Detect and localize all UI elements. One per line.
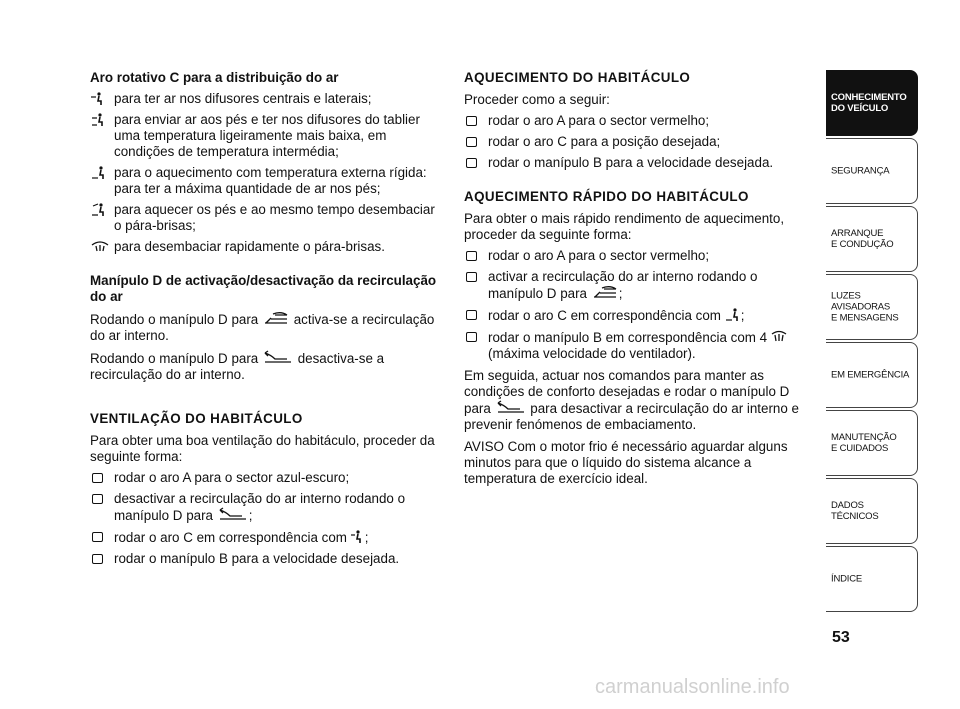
tab-arranque[interactable]: ARRANQUE E CONDUÇÃO bbox=[826, 206, 918, 272]
tab-emergencia[interactable]: EM EMERGÊNCIA bbox=[826, 342, 918, 408]
paragraph: Rodando o manípulo D para activa-se a recirculação do ar interno. bbox=[90, 312, 435, 343]
paragraph: Proceder como a seguir: bbox=[464, 92, 610, 107]
left-column bbox=[90, 70, 440, 567]
list-item: para aquecer os pés e ao mesmo tempo desembaciar o pára-brisas; bbox=[90, 202, 440, 234]
tab-manutencao[interactable]: MANUTENÇÃO E CUIDADOS bbox=[826, 410, 918, 476]
right-column bbox=[464, 70, 809, 487]
bullet-box bbox=[466, 251, 477, 261]
list-item: rodar o manípulo B para a velocidade desejada. bbox=[464, 155, 809, 171]
section-title-rapid-heating: AQUECIMENTO RÁPIDO DO HABITÁCULO bbox=[464, 189, 749, 204]
recirculation-on-icon bbox=[591, 285, 619, 301]
list-item: rodar o aro A para o sector vermelho; bbox=[464, 113, 809, 129]
paragraph: Para obter o mais rápido rendimento de aquecimento, proceder da seguinte forma: bbox=[464, 211, 785, 242]
tab-conhecimento[interactable]: CONHECIMENTO DO VEÍCULO bbox=[826, 70, 918, 136]
bullet-box bbox=[92, 532, 103, 542]
bullet-box bbox=[466, 137, 477, 147]
tab-luzes[interactable]: LUZES AVISADORAS E MENSAGENS bbox=[826, 274, 918, 340]
paragraph: Em seguida, actuar nos comandos para manter as condições de conforto desejadas e rodar o manípulo D para para desactivar a recirculação do ar interno e prevenir fenómenos de embaciamento. bbox=[464, 368, 799, 432]
bullet-box bbox=[466, 158, 477, 168]
feet-vent-icon bbox=[725, 307, 741, 323]
list-item: desactivar a recirculação do ar interno rodando o manípulo D para ; bbox=[90, 491, 440, 524]
list-item: para ter ar nos difusores centrais e laterais; bbox=[90, 91, 440, 107]
list-item: para desembaciar rapidamente o pára-brisas. bbox=[90, 239, 440, 255]
list-item: para o aquecimento com temperatura externa rígida: para ter a máxima quantidade de ar nos pés; bbox=[90, 165, 440, 197]
chapter-tabs bbox=[826, 70, 918, 614]
section-title-ventilation: VENTILAÇÃO DO HABITÁCULO bbox=[90, 411, 303, 426]
recirculation-off-icon bbox=[262, 350, 294, 366]
list-item: para enviar ar aos pés e ter nos difusores do tablier uma temperatura ligeiramente mais baixa, em condições de temperatura intermédia; bbox=[90, 112, 440, 160]
list-item: rodar o aro C para a posição desejada; bbox=[464, 134, 809, 150]
recirculation-on-icon bbox=[262, 311, 290, 327]
bullet-box bbox=[92, 494, 103, 504]
tab-indice[interactable]: ÍNDICE bbox=[826, 546, 918, 612]
recirculation-off-icon bbox=[495, 400, 527, 416]
list-item: rodar o aro C em correspondência com ; bbox=[90, 529, 440, 546]
tab-dados[interactable]: DADOS TÉCNICOS bbox=[826, 478, 918, 544]
list-item: activar a recirculação do ar interno rodando o manípulo D para ; bbox=[464, 269, 809, 302]
bullet-box bbox=[466, 116, 477, 126]
face-feet-vent-icon bbox=[90, 112, 110, 128]
bullet-box bbox=[466, 310, 477, 320]
bullet-box bbox=[92, 473, 103, 483]
recirculation-off-icon bbox=[217, 507, 249, 523]
warning-paragraph: AVISO Com o motor frio é necessário aguardar alguns minutos para que o líquido do sistema alcance a temperatura de exercício ideal. bbox=[464, 439, 788, 486]
feet-defrost-vent-icon bbox=[90, 202, 110, 218]
list-item: rodar o manípulo B em correspondência com 4 (máxima velocidade do ventilador). bbox=[464, 329, 809, 362]
section-title-recirculation: Manípulo D de activação/desactivação da recirculação do ar bbox=[90, 273, 437, 304]
feet-vent-icon bbox=[90, 165, 110, 181]
face-vent-icon bbox=[351, 529, 365, 545]
bullet-box bbox=[466, 332, 477, 342]
paragraph: Para obter uma boa ventilação do habitáculo, proceder da seguinte forma: bbox=[90, 433, 435, 464]
defrost-icon bbox=[90, 239, 110, 255]
watermark: carmanualsonline.info bbox=[595, 676, 790, 698]
bullet-box bbox=[466, 272, 477, 282]
page-number: 53 bbox=[832, 629, 850, 646]
section-title-heating: AQUECIMENTO DO HABITÁCULO bbox=[464, 70, 691, 85]
list-item: rodar o aro A para o sector vermelho; bbox=[464, 248, 809, 264]
paragraph: Rodando o manípulo D para desactiva-se a recirculação do ar interno. bbox=[90, 351, 385, 382]
section-title-distribution: Aro rotativo C para a distribuição do ar bbox=[90, 70, 339, 85]
list-item: rodar o aro C em correspondência com ; bbox=[464, 307, 809, 324]
fan-speed-icon bbox=[771, 329, 787, 345]
list-item: rodar o manípulo B para a velocidade desejada. bbox=[90, 551, 440, 567]
face-vent-icon bbox=[90, 91, 110, 107]
list-item: rodar o aro A para o sector azul-escuro; bbox=[90, 470, 440, 486]
tab-seguranca[interactable]: SEGURANÇA bbox=[826, 138, 918, 204]
bullet-box bbox=[92, 554, 103, 564]
